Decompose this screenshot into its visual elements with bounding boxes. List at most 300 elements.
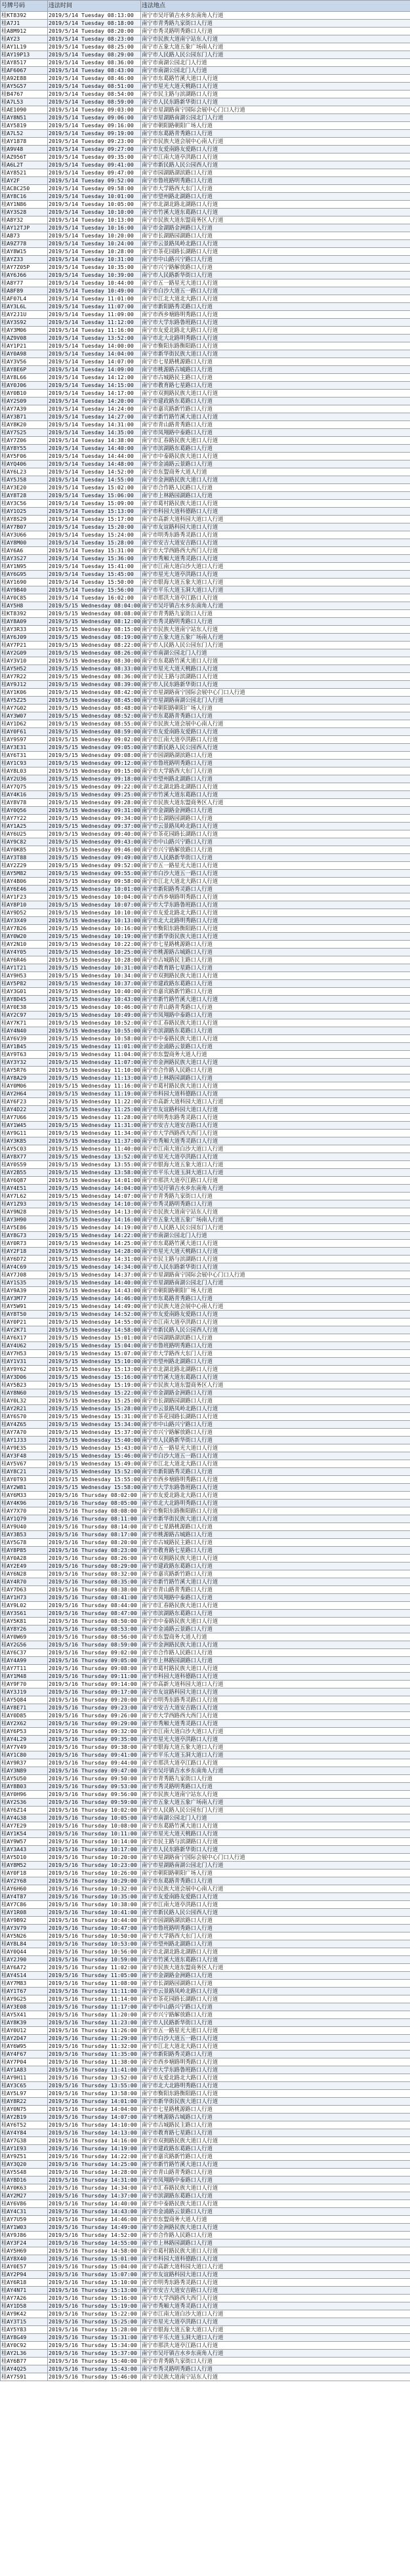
plate-number-cell[interactable]: 桂AY2J90 — [1, 1956, 48, 1964]
violation-location-cell[interactable]: 南宁市星光大道亭洪路口人行道 — [141, 2318, 410, 2326]
table-row[interactable] — [1, 736, 410, 744]
violation-time-cell[interactable]: 2019/5/14 Tuesday 14:52:00 — [48, 468, 141, 476]
violation-location-cell[interactable]: 南宁市星湖路南湖公园北门人行道 — [141, 1862, 410, 1870]
plate-number-cell[interactable]: 桂AY7K71 — [1, 1019, 48, 1027]
violation-location-cell[interactable]: 南宁市新民路人民公园西人行道 — [141, 161, 410, 169]
table-row[interactable] — [1, 122, 410, 130]
violation-location-cell[interactable]: 南宁市衡阳东路衡阳路口人行道 — [141, 1507, 410, 1515]
violation-time-cell[interactable]: 2019/5/14 Tuesday 15:45:00 — [48, 571, 141, 579]
plate-number-cell[interactable]: 桂AY0Q44 — [1, 1948, 48, 1956]
table-row[interactable] — [1, 1114, 410, 1122]
violation-time-cell[interactable]: 2019/5/15 Wednesday 09:52:00 — [49, 862, 140, 869]
violation-time-cell[interactable]: 2019/5/16 Thursday 14:58:00 — [48, 2247, 141, 2255]
violation-location-cell[interactable]: 南宁市江南大道亭洪路口人行道 — [141, 1901, 410, 1909]
plate-number-cell[interactable]: 桂AY2R21 — [1, 1405, 48, 1413]
plate-number-cell[interactable]: 桂AY2N10 — [1, 941, 48, 949]
plate-number-cell[interactable]: 桂AY3V10 — [1, 657, 48, 665]
violation-location-cell[interactable]: 南宁市金湖路金洲路口人行道 — [141, 224, 410, 232]
violation-location-cell[interactable]: 南宁市白沙大道五一路口人行道 — [141, 2035, 410, 2043]
violation-time-cell[interactable]: 2019/5/15 Wednesday 10:04:00 — [49, 893, 140, 900]
table-row[interactable] — [1, 350, 410, 358]
plate-number-cell[interactable]: 桂AY5B23 — [1, 1381, 48, 1389]
plate-number-cell[interactable]: 桂AY6C37 — [1, 1649, 48, 1657]
table-row[interactable] — [1, 1468, 410, 1476]
violation-time-cell[interactable]: 2019/5/14 Tuesday 14:04:00 — [48, 350, 141, 358]
violation-time-cell[interactable]: 2019/5/14 Tuesday 08:36:00 — [48, 59, 141, 67]
table-row[interactable] — [1, 744, 410, 752]
violation-time-cell[interactable]: 2019/5/14 Tuesday 15:56:00 — [48, 586, 141, 594]
violation-location-cell[interactable]: 南宁市双拥路民族大道口人行道 — [141, 972, 410, 980]
plate-number-cell[interactable]: 桂AF6067 — [1, 67, 48, 75]
plate-number-cell[interactable]: 桂AY8G73 — [1, 1232, 48, 1240]
violation-time-cell[interactable]: 2019/5/16 Thursday 09:29:00 — [48, 1720, 141, 1728]
plate-number-cell[interactable]: 桂AY8P85 — [1, 1547, 48, 1555]
table-row[interactable] — [1, 1932, 410, 1940]
violation-location-cell[interactable]: 南宁市西乡塘路明秀路口人行道 — [141, 2058, 410, 2066]
table-row[interactable] — [1, 665, 410, 673]
table-row[interactable] — [1, 1106, 410, 1114]
table-row[interactable] — [1, 1413, 410, 1421]
violation-location-cell[interactable]: 南宁市青秀路九家街口人行道 — [141, 2358, 410, 2365]
table-row[interactable] — [1, 775, 410, 783]
violation-location-cell[interactable]: 南宁市人民东路新华街口人行道 — [141, 681, 410, 689]
plate-number-cell[interactable]: 桂AY0C85 — [1, 594, 48, 602]
plate-number-cell[interactable]: 桂AY3S28 — [1, 209, 48, 216]
table-row[interactable] — [1, 2295, 410, 2302]
plate-number-cell[interactable]: 桂AY8P10 — [1, 901, 48, 909]
plate-number-cell[interactable]: 桂AY1O25 — [1, 508, 48, 516]
plate-number-cell[interactable]: 桂AY4Z65 — [1, 1421, 48, 1429]
plate-number-cell[interactable]: 桂AY2B19 — [1, 2114, 48, 2121]
violation-location-cell[interactable]: 南宁市平乐大道玉洞大道口人行道 — [141, 1169, 410, 1177]
plate-number-cell[interactable]: 桂AY7S25 — [1, 429, 48, 437]
table-row[interactable] — [1, 1515, 410, 1523]
table-row[interactable] — [1, 2224, 410, 2232]
violation-time-cell[interactable]: 2019/5/16 Thursday 15:28:00 — [48, 2326, 141, 2334]
violation-time-cell[interactable]: 2019/5/14 Tuesday 08:59:00 — [48, 98, 141, 106]
violation-location-cell[interactable]: 南宁市东葛路竹溪大道口人行道 — [141, 75, 410, 83]
violation-location-cell[interactable]: 南宁市人民路新华街口人行道 — [141, 854, 410, 862]
plate-number-cell[interactable]: 桂AY5G78 — [1, 1539, 48, 1547]
violation-location-cell[interactable]: 南宁市新民路人民公园西人行道 — [141, 1326, 410, 1334]
plate-number-cell[interactable]: 桂AY9B92 — [1, 1917, 48, 1925]
table-row[interactable] — [1, 634, 410, 642]
violation-location-cell[interactable]: 南宁市青秀路九家街口人行道 — [141, 1193, 410, 1200]
violation-time-cell[interactable]: 2019/5/15 Wednesday 09:02:00 — [49, 736, 140, 743]
plate-number-cell[interactable]: 桂A7J1 — [1, 20, 48, 28]
plate-number-cell[interactable]: 桂AY7D63 — [1, 1586, 48, 1594]
violation-time-cell[interactable]: 2019/5/16 Thursday 11:14:00 — [48, 1995, 141, 2003]
violation-location-cell[interactable]: 南宁市上林路园湖路口人行道 — [141, 492, 410, 500]
table-row[interactable] — [1, 1877, 410, 1885]
table-row[interactable] — [1, 689, 410, 697]
plate-number-cell[interactable]: 桂AY3V56 — [1, 358, 48, 366]
violation-time-cell[interactable]: 2019/5/16 Thursday 09:41:00 — [48, 1751, 141, 1759]
table-row[interactable] — [1, 2153, 410, 2161]
violation-location-cell[interactable]: 南宁市五象大道五象广场南人行道 — [141, 43, 410, 51]
table-row[interactable] — [1, 20, 410, 28]
violation-location-cell[interactable]: 南宁市云景路凤岭北路口人行道 — [141, 1988, 410, 1995]
violation-time-cell[interactable]: 2019/5/15 Wednesday 08:52:00 — [49, 712, 140, 719]
table-row[interactable] — [1, 2051, 410, 2058]
plate-number-cell[interactable]: 桂AY6D72 — [1, 1256, 48, 1263]
violation-location-cell[interactable]: 南宁市人民东路新华街口人行道 — [141, 1263, 410, 1271]
table-row[interactable] — [1, 2058, 410, 2066]
table-row[interactable] — [1, 1437, 410, 1444]
violation-time-cell[interactable]: 2019/5/16 Thursday 08:47:00 — [48, 1610, 141, 1618]
table-row[interactable] — [1, 1980, 410, 1988]
violation-time-cell[interactable]: 2019/5/14 Tuesday 09:19:00 — [48, 130, 141, 138]
table-row[interactable] — [1, 933, 410, 941]
table-row[interactable] — [1, 2287, 410, 2295]
violation-time-cell[interactable]: 2019/5/14 Tuesday 10:35:00 — [48, 264, 141, 272]
plate-number-cell[interactable]: 桂AY8G49 — [1, 2334, 48, 2342]
violation-location-cell[interactable]: 南宁市民族大道会展中心南人行道 — [141, 1885, 410, 1893]
table-row[interactable] — [1, 2373, 410, 2381]
violation-location-cell[interactable]: 南宁市五一路星光大道口人行道 — [141, 279, 410, 287]
table-row[interactable] — [1, 1507, 410, 1515]
violation-location-cell[interactable]: 南宁市民主路与滨湖路口人行道 — [141, 1256, 410, 1263]
table-row[interactable] — [1, 201, 410, 209]
table-row[interactable] — [1, 1476, 410, 1484]
plate-number-cell[interactable]: 桂AY2B55 — [1, 1169, 48, 1177]
violation-time-cell[interactable]: 2019/5/14 Tuesday 10:44:00 — [48, 279, 141, 287]
violation-location-cell[interactable]: 南宁市中泰路民族大道口人行道 — [141, 1618, 410, 1625]
violation-time-cell[interactable]: 2019/5/16 Thursday 09:11:00 — [48, 1673, 141, 1681]
violation-time-cell[interactable]: 2019/5/15 Wednesday 11:04:00 — [49, 1051, 140, 1057]
plate-number-cell[interactable]: 桂AY9C82 — [1, 838, 48, 846]
header-violation-location[interactable]: 违法地点 — [141, 1, 410, 12]
plate-number-cell[interactable]: 桂AY3T15 — [1, 2318, 48, 2326]
table-row[interactable] — [1, 98, 410, 106]
violation-location-cell[interactable]: 南宁市星湖路南宁国际会展中心门口人行道 — [141, 1854, 410, 1862]
table-row[interactable] — [1, 413, 410, 421]
violation-location-cell[interactable]: 南宁市衡阳东路衡阳路口人行道 — [141, 925, 410, 933]
violation-time-cell[interactable]: 2019/5/14 Tuesday 14:55:00 — [48, 476, 141, 484]
violation-time-cell[interactable]: 2019/5/15 Wednesday 15:40:00 — [49, 1437, 140, 1443]
plate-number-cell[interactable]: 桂AY2F — [1, 177, 48, 185]
plate-number-cell[interactable]: 桂AY1D62 — [1, 720, 48, 728]
violation-location-cell[interactable]: 南宁市友谊路科园大道口人行道 — [141, 2271, 410, 2279]
plate-number-cell[interactable]: 桂AY1C93 — [1, 760, 48, 767]
violation-location-cell[interactable]: 南宁市银海大道五象大道口人行道 — [141, 579, 410, 586]
plate-number-cell[interactable]: 桂AY0A98 — [1, 350, 48, 358]
plate-number-cell[interactable]: 桂AY9G11 — [1, 1130, 48, 1137]
violation-time-cell[interactable]: 2019/5/15 Wednesday 08:15:00 — [49, 626, 140, 632]
violation-location-cell[interactable]: 南宁市大学路西大东门人行道 — [141, 185, 410, 193]
table-row[interactable] — [1, 1988, 410, 1995]
violation-time-cell[interactable]: 2019/5/16 Thursday 09:23:00 — [48, 1704, 141, 1712]
plate-number-cell[interactable]: 桂AY3G01 — [1, 988, 48, 996]
violation-location-cell[interactable]: 南宁市兴宁路解放路口人行道 — [141, 2011, 410, 2019]
violation-location-cell[interactable]: 南宁市园湖路湖滨路口人行道 — [141, 1334, 410, 1342]
violation-location-cell[interactable]: 南宁市中山路兴宁路口人行道 — [141, 2003, 410, 2011]
violation-time-cell[interactable]: 2019/5/14 Tuesday 11:01:00 — [48, 295, 141, 303]
table-row[interactable] — [1, 1287, 410, 1295]
violation-time-cell[interactable]: 2019/5/15 Wednesday 10:40:00 — [49, 988, 140, 994]
violation-time-cell[interactable]: 2019/5/16 Thursday 10:23:00 — [48, 1862, 141, 1870]
plate-number-cell[interactable]: 桂AY3X49 — [1, 917, 48, 925]
table-row[interactable] — [1, 1736, 410, 1744]
violation-time-cell[interactable]: 2019/5/15 Wednesday 15:19:00 — [49, 1381, 140, 1388]
violation-location-cell[interactable]: 南宁市秀厢大道秀灵路口人行道 — [141, 1137, 410, 1145]
table-row[interactable] — [1, 1948, 410, 1956]
plate-number-cell[interactable]: 桂AY3L6L — [1, 303, 48, 311]
violation-location-cell[interactable]: 南宁市北湖北路北湖路口人行道 — [141, 1366, 410, 1374]
violation-location-cell[interactable]: 南宁市友爱南路友爱路口人行道 — [141, 1311, 410, 1319]
violation-location-cell[interactable]: 南宁市科园大道科德路口人行道 — [141, 1673, 410, 1681]
plate-number-cell[interactable]: 桂AY7H53 — [1, 1350, 48, 1358]
violation-time-cell[interactable]: 2019/5/14 Tuesday 09:35:00 — [48, 153, 141, 161]
plate-number-cell[interactable]: 桂AY4T87 — [1, 1893, 48, 1901]
violation-time-cell[interactable]: 2019/5/14 Tuesday 08:25:00 — [48, 43, 141, 51]
table-row[interactable] — [1, 1216, 410, 1224]
violation-time-cell[interactable]: 2019/5/16 Thursday 10:14:00 — [48, 1838, 141, 1846]
violation-time-cell[interactable]: 2019/5/14 Tuesday 08:29:00 — [48, 51, 141, 59]
table-row[interactable] — [1, 1893, 410, 1901]
violation-time-cell[interactable]: 2019/5/15 Wednesday 15:52:00 — [49, 1468, 140, 1475]
violation-location-cell[interactable]: 南宁市民族大道会展中心南人行道 — [141, 138, 410, 146]
table-row[interactable] — [1, 1090, 410, 1098]
table-row[interactable] — [1, 1279, 410, 1287]
table-row[interactable] — [1, 1366, 410, 1374]
violation-time-cell[interactable]: 2019/5/15 Wednesday 14:31:00 — [49, 1256, 140, 1262]
table-row[interactable] — [1, 1240, 410, 1248]
table-row[interactable] — [1, 2003, 410, 2011]
violation-time-cell[interactable]: 2019/5/15 Wednesday 14:10:00 — [49, 1200, 140, 1207]
violation-time-cell[interactable]: 2019/5/14 Tuesday 15:02:00 — [48, 484, 141, 492]
violation-time-cell[interactable]: 2019/5/15 Wednesday 11:07:00 — [49, 1059, 140, 1065]
table-row[interactable] — [1, 1271, 410, 1279]
table-row[interactable] — [1, 177, 410, 185]
violation-location-cell[interactable]: 南宁市金洲路民族大道口人行道 — [141, 1641, 410, 1649]
plate-number-cell[interactable]: 桂AY0M06 — [1, 1082, 48, 1090]
violation-location-cell[interactable]: 南宁市西乡塘路明秀路口人行道 — [141, 1476, 410, 1484]
violation-location-cell[interactable]: 南宁市长湖路园湖路口人行道 — [141, 815, 410, 823]
violation-time-cell[interactable]: 2019/5/15 Wednesday 08:55:00 — [49, 720, 140, 727]
violation-location-cell[interactable]: 南宁市新华街民族大道口人行道 — [141, 350, 410, 358]
violation-time-cell[interactable]: 2019/5/16 Thursday 08:32:00 — [48, 1570, 141, 1578]
plate-number-cell[interactable]: 桂AY9R37 — [1, 1759, 48, 1767]
plate-number-cell[interactable]: 桂AY1N86 — [1, 201, 48, 209]
table-row[interactable] — [1, 579, 410, 586]
table-row[interactable] — [1, 232, 410, 240]
table-row[interactable] — [1, 1429, 410, 1437]
violation-time-cell[interactable]: 2019/5/14 Tuesday 11:09:00 — [48, 311, 141, 319]
violation-location-cell[interactable]: 南宁市高新大道科园大道口人行道 — [141, 2263, 410, 2271]
header-plate-number[interactable]: 号牌号码 — [1, 1, 48, 12]
violation-time-cell[interactable]: 2019/5/15 Wednesday 14:58:00 — [49, 1326, 140, 1333]
violation-time-cell[interactable]: 2019/5/15 Wednesday 10:25:00 — [49, 949, 140, 955]
violation-location-cell[interactable]: 南宁市民族大道南宁站东人行道 — [141, 35, 410, 43]
plate-number-cell[interactable]: 桂AY3N89 — [1, 1767, 48, 1775]
violation-location-cell[interactable]: 南宁市友爱北路北大路口人行道 — [141, 1492, 410, 1500]
plate-number-cell[interactable]: 桂AY3R33 — [1, 626, 48, 634]
plate-number-cell[interactable]: 桂AY6T31 — [1, 752, 48, 760]
violation-time-cell[interactable]: 2019/5/16 Thursday 15:31:00 — [48, 2334, 141, 2342]
plate-number-cell[interactable]: 桂AY6S70 — [1, 1413, 48, 1421]
violation-location-cell[interactable]: 南宁市民主路与滨湖路口人行道 — [141, 673, 410, 681]
table-row[interactable] — [1, 287, 410, 295]
violation-location-cell[interactable]: 南宁市大学西路西大西门人行道 — [141, 1130, 410, 1137]
table-row[interactable] — [1, 2263, 410, 2271]
plate-number-cell[interactable]: 桂AY1J33 — [1, 1437, 48, 1444]
table-row[interactable] — [1, 1137, 410, 1145]
violation-location-cell[interactable]: 南宁市江南大道白沙大道口人行道 — [141, 563, 410, 571]
violation-location-cell[interactable]: 南宁市桃源路古城路口人行道 — [141, 2114, 410, 2121]
table-row[interactable] — [1, 2121, 410, 2129]
table-row[interactable] — [1, 1444, 410, 1452]
plate-number-cell[interactable]: 桂AY3B71 — [1, 413, 48, 421]
plate-number-cell[interactable]: 桂AY1T21 — [1, 964, 48, 972]
violation-location-cell[interactable]: 南宁市明秀东路秀灵路口人行道 — [141, 2279, 410, 2287]
violation-time-cell[interactable]: 2019/5/15 Wednesday 08:39:00 — [49, 681, 140, 687]
table-row[interactable] — [1, 138, 410, 146]
plate-number-cell[interactable]: 桂AY2C97 — [1, 1012, 48, 1019]
violation-time-cell[interactable]: 2019/5/14 Tuesday 14:07:00 — [48, 358, 141, 366]
plate-number-cell[interactable]: 桂A8M912 — [1, 28, 48, 35]
violation-location-cell[interactable]: 南宁市古城路民主路口人行道 — [141, 2121, 410, 2129]
violation-time-cell[interactable]: 2019/5/15 Wednesday 14:34:00 — [49, 1263, 140, 1270]
violation-location-cell[interactable]: 南宁市青山路青秀路口人行道 — [141, 1586, 410, 1594]
table-row[interactable] — [1, 272, 410, 279]
violation-time-cell[interactable]: 2019/5/16 Thursday 09:17:00 — [48, 1688, 141, 1696]
violation-time-cell[interactable]: 2019/5/14 Tuesday 15:06:00 — [48, 492, 141, 500]
plate-number-cell[interactable]: 桂AY6X17 — [1, 1334, 48, 1342]
violation-location-cell[interactable]: 南宁市合作路人民路口人行道 — [141, 484, 410, 492]
violation-location-cell[interactable]: 南宁市高新大道科园大道口人行道 — [141, 516, 410, 523]
violation-time-cell[interactable]: 2019/5/16 Thursday 08:02:00 — [48, 1492, 141, 1500]
violation-time-cell[interactable]: 2019/5/15 Wednesday 09:22:00 — [49, 783, 140, 790]
table-row[interactable] — [1, 445, 410, 453]
table-row[interactable] — [1, 1484, 410, 1492]
table-row[interactable] — [1, 216, 410, 224]
plate-number-cell[interactable]: 桂AY8L84 — [1, 1940, 48, 1948]
plate-number-cell[interactable]: 桂AZ9V08 — [1, 335, 48, 342]
table-row[interactable] — [1, 358, 410, 366]
table-row[interactable] — [1, 2350, 410, 2358]
violation-location-cell[interactable]: 南宁市合作路人民路口人行道 — [141, 1067, 410, 1074]
table-row[interactable] — [1, 1161, 410, 1169]
plate-number-cell[interactable]: 桂AY4Y84 — [1, 2129, 48, 2137]
table-row[interactable] — [1, 1783, 410, 1791]
violation-location-cell[interactable]: 南宁市友爱北路北大路口人行道 — [141, 909, 410, 917]
violation-time-cell[interactable]: 2019/5/16 Thursday 11:08:00 — [48, 1980, 141, 1988]
plate-number-cell[interactable]: 桂AY8V78 — [1, 799, 48, 807]
table-row[interactable] — [1, 1074, 410, 1082]
plate-number-cell[interactable]: 桂AY6A72 — [1, 1964, 48, 1972]
plate-number-cell[interactable]: 桂AC8C250 — [1, 185, 48, 193]
table-row[interactable] — [1, 335, 410, 342]
violation-location-cell[interactable]: 南宁市北大北路明秀路口人行道 — [141, 1500, 410, 1507]
plate-number-cell[interactable]: 桂AY5Z25 — [1, 697, 48, 705]
violation-location-cell[interactable]: 南宁市金浦路云景路口人行道 — [141, 1043, 410, 1051]
violation-location-cell[interactable]: 南宁市高新大道科园大道口人行道 — [141, 1681, 410, 1688]
plate-number-cell[interactable]: 桂A8Y77 — [1, 279, 48, 287]
table-row[interactable] — [1, 75, 410, 83]
plate-number-cell[interactable]: 桂AY6B77 — [1, 2358, 48, 2365]
violation-location-cell[interactable]: 南宁市双拥路民族大道口人行道 — [141, 1555, 410, 1563]
plate-number-cell[interactable]: 桂AY6P53 — [1, 1728, 48, 1736]
table-row[interactable] — [1, 1256, 410, 1263]
plate-number-cell[interactable]: 桂AY5R76 — [1, 1067, 48, 1074]
plate-number-cell[interactable]: 桂AY4R70 — [1, 1578, 48, 1586]
violation-time-cell[interactable]: 2019/5/14 Tuesday 10:39:00 — [48, 272, 141, 279]
table-row[interactable] — [1, 405, 410, 413]
plate-number-cell[interactable]: 桂AY1M48 — [1, 1673, 48, 1681]
plate-number-cell[interactable]: 桂AY8A09 — [1, 618, 48, 626]
table-row[interactable] — [1, 1200, 410, 1208]
violation-location-cell[interactable]: 南宁市星光大道天桃路口人行道 — [141, 665, 410, 673]
table-row[interactable] — [1, 523, 410, 531]
violation-location-cell[interactable]: 南宁市人民路新华街口人行道 — [141, 1437, 410, 1444]
violation-time-cell[interactable]: 2019/5/16 Thursday 08:59:00 — [48, 1641, 141, 1649]
violation-time-cell[interactable]: 2019/5/14 Tuesday 10:24:00 — [48, 240, 141, 248]
violation-time-cell[interactable]: 2019/5/16 Thursday 14:28:00 — [48, 2169, 141, 2177]
plate-number-cell[interactable]: 桂KT8392 — [1, 12, 48, 20]
plate-number-cell[interactable]: 桂AY0H96 — [1, 1791, 48, 1799]
plate-number-cell[interactable]: 桂AY6Z14 — [1, 1807, 48, 1814]
violation-location-cell[interactable]: 南宁市星湖路南宁国际会展中心门口人行道 — [141, 1271, 410, 1279]
violation-time-cell[interactable]: 2019/5/16 Thursday 08:05:00 — [48, 1500, 141, 1507]
plate-number-cell[interactable]: 桂AY2J1U — [1, 311, 48, 319]
table-row[interactable] — [1, 760, 410, 767]
plate-number-cell[interactable]: 桂AY1E93 — [1, 2145, 48, 2153]
table-row[interactable] — [1, 1775, 410, 1783]
table-row[interactable] — [1, 1728, 410, 1736]
violation-location-cell[interactable]: 南宁市平乐大道玉洞大道口人行道 — [141, 1751, 410, 1759]
plate-number-cell[interactable]: 桂AZ956T — [1, 153, 48, 161]
table-row[interactable] — [1, 2365, 410, 2373]
violation-location-cell[interactable]: 南宁市桃源路古城路口人行道 — [141, 1531, 410, 1539]
violation-time-cell[interactable]: 2019/5/15 Wednesday 14:22:00 — [49, 1232, 140, 1238]
violation-location-cell[interactable]: 南宁市友爱北路北大路口人行道 — [141, 2074, 410, 2082]
violation-location-cell[interactable]: 南宁市吴圩镇吉水乡东南角人行道 — [141, 602, 410, 610]
plate-number-cell[interactable]: 桂AY1878 — [1, 138, 48, 146]
table-row[interactable] — [1, 862, 410, 870]
violation-time-cell[interactable]: 2019/5/15 Wednesday 09:12:00 — [49, 760, 140, 766]
plate-number-cell[interactable]: 桂AY2K71 — [1, 1326, 48, 1334]
violation-time-cell[interactable]: 2019/5/14 Tuesday 10:16:00 — [48, 224, 141, 232]
violation-location-cell[interactable]: 南宁市青秀路九家街口人行道 — [141, 1775, 410, 1783]
violation-time-cell[interactable]: 2019/5/15 Wednesday 14:04:00 — [49, 1185, 140, 1191]
table-row[interactable] — [1, 2192, 410, 2200]
violation-location-cell[interactable]: 南宁市人民路人民公园东门人行道 — [141, 51, 410, 59]
violation-time-cell[interactable]: 2019/5/15 Wednesday 14:40:00 — [49, 1279, 140, 1286]
violation-time-cell[interactable]: 2019/5/15 Wednesday 11:13:00 — [49, 1074, 140, 1081]
violation-time-cell[interactable]: 2019/5/16 Thursday 15:22:00 — [48, 2310, 141, 2318]
plate-number-cell[interactable]: 桂AE1090 — [1, 106, 48, 114]
violation-time-cell[interactable]: 2019/5/15 Wednesday 15:16:00 — [49, 1374, 140, 1380]
violation-location-cell[interactable]: 南宁市金洲路民族大道口人行道 — [141, 1059, 410, 1067]
violation-time-cell[interactable]: 2019/5/14 Tuesday 09:27:00 — [48, 146, 141, 153]
violation-time-cell[interactable]: 2019/5/15 Wednesday 09:58:00 — [49, 878, 140, 884]
plate-number-cell[interactable]: 桂AY1H73 — [1, 1594, 48, 1602]
plate-number-cell[interactable]: 桂AY9H53 — [1, 972, 48, 980]
table-row[interactable] — [1, 1909, 410, 1917]
violation-location-cell[interactable]: 南宁市民族大道东盟商务区人行道 — [141, 1381, 410, 1389]
plate-number-cell[interactable]: 桂AY2D47 — [1, 2035, 48, 2043]
violation-time-cell[interactable]: 2019/5/15 Wednesday 10:46:00 — [49, 1004, 140, 1010]
table-row[interactable] — [1, 1940, 410, 1948]
table-row[interactable] — [1, 67, 410, 75]
violation-time-cell[interactable]: 2019/5/15 Wednesday 15:49:00 — [49, 1460, 140, 1467]
violation-location-cell[interactable]: 南宁市葛村路民族大道口人行道 — [141, 1082, 410, 1090]
plate-number-cell[interactable]: 桂AY6U25 — [1, 830, 48, 838]
plate-number-cell[interactable]: 桂AY9D52 — [1, 909, 48, 917]
table-row[interactable] — [1, 783, 410, 791]
violation-location-cell[interactable]: 南宁市滨湖路东葛路口人行道 — [141, 1610, 410, 1618]
